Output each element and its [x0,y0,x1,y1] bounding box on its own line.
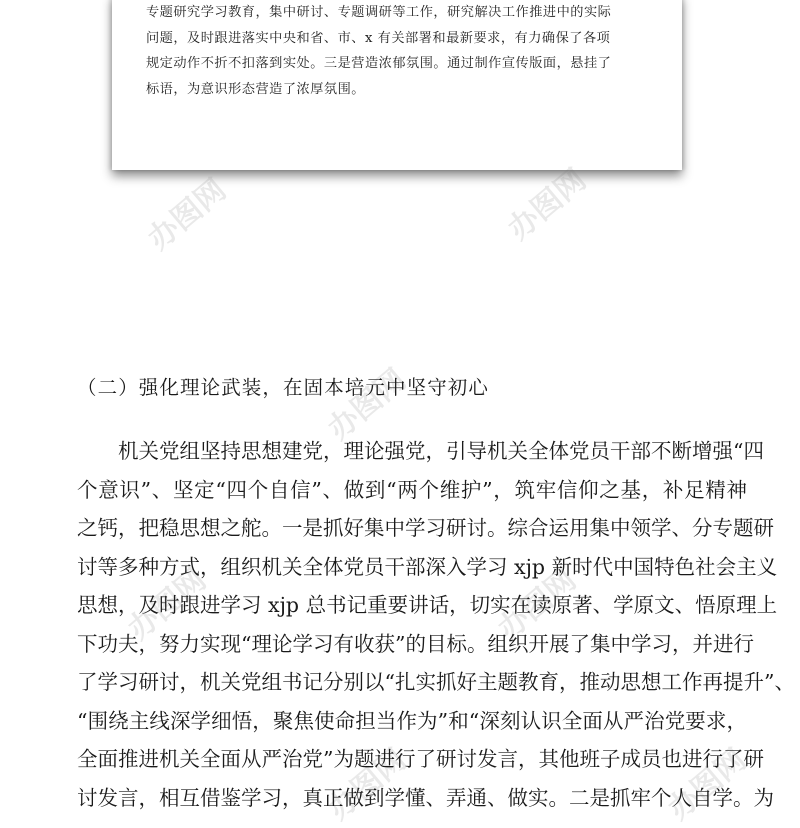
card-paragraph [146,0,656,102]
body-line: “围绕主线深学细悟，聚焦使命担当作为”和“深刻认识全面从严治党要求， [77,708,747,733]
body-line: 机关党组坚持思想建党，理论强党，引导机关全体党员干部不断增强“四 [118,439,764,463]
card-line: 专题研究学习教育，集中研讨、专题调研等工作，研究解决工作推进中的实际 [146,5,612,20]
section-heading: （二）强化理论武装，在固本培元中坚守初心 [77,376,490,399]
watermark: 办图网 [501,162,593,248]
body-line: 个意识”、坚定“四个自信”、做到“两个维护”，筑牢信仰之基，补足精神 [77,477,747,502]
watermark: 办图网 [321,362,413,448]
card-line: 规定动作不折不扣落到实处。三是营造浓郁氛围。通过制作宣传版面，悬挂了 [146,56,612,71]
card-line: 标语，为意识形态营造了浓厚氛围。 [146,81,365,97]
body-line: 全面推进机关全面从严治党”为题进行了研讨发言，其他班子成员也进行了研 [77,747,764,771]
body-line: 了学习研讨，机关党组书记分别以“扎实抓好主题教育，推动思想工作再提升”、 [77,670,795,694]
card-line: 问题，及时跟进落实中央和省、市、x 有关部署和最新要求，有力确保了各项 [146,30,611,46]
body-line: 之钙，把稳思想之舵。一是抓好集中学习研讨。综合运用集中领学、分专题研 [77,516,774,540]
document-excerpt-card [112,0,682,170]
watermark: 办图网 [661,742,753,828]
watermark: 办图网 [491,562,583,648]
body-line: 下功夫，努力实现“理论学习有收获”的目标。组织开展了集中学习，并进行 [77,631,754,656]
body-line: 讨发言，相互借鉴学习，真正做到学懂、弄通、做实。二是抓牢个人自学。为 [77,785,774,810]
body-line: 思想，及时跟进学习 xjp 总书记重要讲话，切实在读原著、学原文、悟原理上 [77,593,778,617]
watermark: 办图网 [141,172,233,258]
watermark: 办图网 [321,742,413,828]
body-line: 讨等多种方式，组织机关全体党员干部深入学习 xjp 新时代中国特色社会主义 [77,554,778,579]
watermark: 办图网 [121,562,213,648]
body-paragraph [77,432,795,817]
